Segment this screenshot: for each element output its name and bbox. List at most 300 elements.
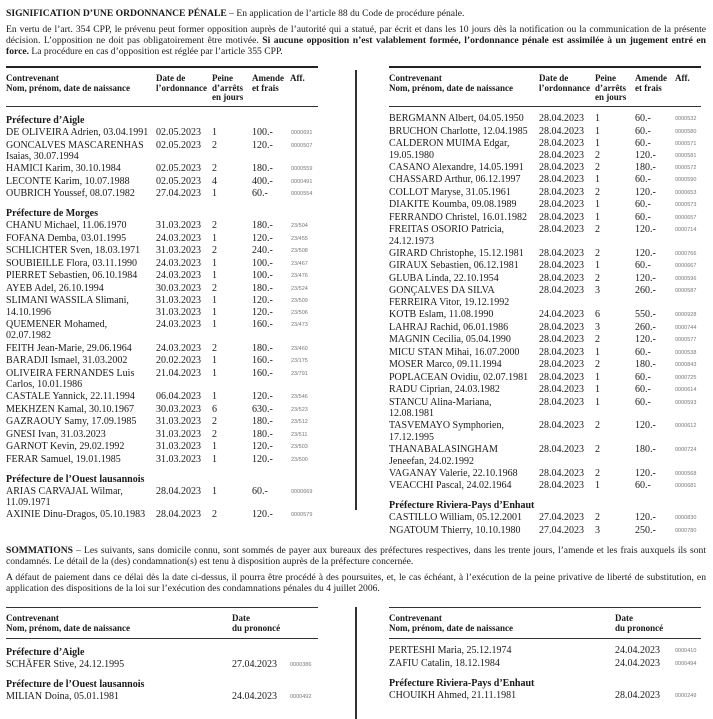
contrevenant-name: GONCALVES MASCARENHAS Isaias, 30.07.1994 — [6, 139, 144, 163]
amende-cell: 120.- — [252, 306, 273, 318]
header-amende: Amende et frais — [635, 73, 667, 93]
amende-cell: 60.- — [635, 113, 651, 124]
peine-cell: 1 — [595, 480, 600, 492]
date-cell: 28.04.2023 — [539, 211, 584, 223]
amende-cell: 60.- — [635, 211, 651, 223]
contrevenant-name: FEITH Jean-Marie, 29.06.1964 — [6, 342, 132, 354]
table-row — [6, 355, 318, 367]
amende-cell: 120.- — [635, 224, 656, 236]
aff-code: 23/508 — [291, 248, 308, 255]
date-cell: 24.03.2023 — [156, 318, 201, 330]
aff-code: 23/460 — [291, 345, 308, 352]
date-cell: 24.03.2023 — [156, 257, 201, 269]
amende-cell: 120.- — [252, 139, 273, 151]
amende-cell: 60.- — [252, 485, 268, 497]
amende-cell: 240.- — [252, 245, 273, 257]
aff-code: 0000249 — [675, 692, 697, 699]
header-contrevenant: Contrevenant Nom, prénom, date de naissance — [6, 73, 130, 93]
peine-cell: 1 — [595, 125, 600, 137]
amende-cell: 180.- — [252, 428, 273, 440]
peine-cell: 1 — [212, 441, 217, 453]
table-header — [6, 608, 318, 638]
table-row — [6, 416, 318, 428]
contrevenant-name: PIERRET Sebastien, 06.10.1984 — [6, 270, 138, 282]
contrevenant-name: CASTALE Yannick, 22.11.1994 — [6, 391, 135, 403]
table-row — [389, 468, 701, 480]
contrevenant-name: MILIAN Doina, 05.01.1981 — [6, 691, 120, 702]
contrevenant-name: TASVEMAYO Symphorien, 17.12.1995 — [389, 420, 504, 443]
table-row — [389, 397, 701, 420]
table-row — [6, 295, 318, 318]
peine-cell: 2 — [212, 282, 217, 294]
date-cell: 28.04.2023 — [539, 186, 584, 198]
contrevenant-name: GNESI Ivan, 31.03.2023 — [6, 428, 106, 440]
contrevenant-name: CHOUIKH Ahmed, 21.11.1981 — [389, 689, 517, 701]
table-row — [389, 162, 701, 174]
table-row — [389, 658, 701, 670]
peine-cell: 1 — [595, 346, 600, 358]
date-cell: 27.04.2023 — [156, 188, 201, 200]
aff-code: 0000532 — [675, 116, 697, 122]
signification-text-end: La procédure en cas d’opposition est réglée par l’article 355 CPP. — [29, 46, 283, 57]
amende-cell: 180.- — [252, 220, 273, 232]
aff-code: 0000614 — [675, 387, 697, 394]
peine-cell: 1 — [595, 384, 600, 396]
contrevenant-name: LECONTE Karim, 10.07.1988 — [6, 175, 130, 187]
date-cell: 28.04.2023 — [539, 384, 584, 396]
aff-code: 0000669 — [291, 488, 313, 495]
table-row — [6, 140, 318, 163]
date-cell: 28.04.2023 — [539, 334, 584, 346]
contrevenant-name: RADU Ciprian, 24.03.1982 — [389, 384, 500, 396]
date-cell: 28.04.2023 — [539, 346, 584, 358]
peine-cell: 1 — [595, 174, 600, 186]
contrevenant-name: OUBRICH Youssef, 08.07.1982 — [6, 188, 135, 200]
peine-cell: 2 — [595, 161, 600, 173]
contrevenant-name: GLUBA Linda, 22.10.1954 — [389, 272, 499, 284]
table-body — [389, 639, 701, 702]
peine-cell: 1 — [212, 188, 217, 200]
amende-cell: 60.- — [635, 199, 651, 211]
peine-cell: 1 — [595, 113, 600, 124]
date-cell: 28.04.2023 — [539, 396, 584, 408]
date-cell: 28.04.2023 — [539, 199, 584, 211]
amende-cell: 550.- — [635, 309, 656, 321]
table-row — [389, 224, 701, 247]
amende-cell: 120.- — [252, 391, 273, 403]
contrevenant-name: FERAR Samuel, 19.01.1985 — [6, 453, 121, 465]
date-cell: 27.04.2023 — [539, 512, 584, 524]
table-row — [389, 113, 701, 125]
peine-cell: 1 — [212, 367, 217, 379]
amende-cell: 120.- — [635, 334, 656, 346]
contrevenant-name: AYEB Adel, 26.10.1994 — [6, 282, 104, 294]
aff-code: 0000587 — [675, 288, 697, 295]
table-header — [389, 68, 701, 106]
table-row — [6, 441, 318, 453]
header-date: Date de l’ordonnance — [156, 73, 208, 93]
amende-cell: 120.- — [635, 467, 656, 479]
contrevenant-name: BRUCHON Charlotte, 12.04.1985 — [389, 125, 528, 137]
peine-cell: 4 — [212, 175, 217, 187]
date-cell: 31.03.2023 — [156, 416, 201, 428]
table-row — [6, 429, 318, 441]
date-cell: 28.04.2023 — [156, 485, 201, 497]
aff-code: 23/524 — [291, 285, 308, 292]
column-divider — [355, 607, 357, 719]
date-cell: 27.04.2023 — [539, 524, 584, 536]
aff-code: 23/791 — [291, 370, 308, 377]
date-cell: 30.03.2023 — [156, 403, 201, 415]
table-row — [6, 127, 318, 139]
aff-code: 0000494 — [675, 660, 697, 667]
table-row — [389, 273, 701, 285]
contrevenant-name: COLLOT Maryse, 31.05.1961 — [389, 186, 511, 198]
peine-cell: 3 — [595, 524, 600, 536]
peine-cell: 2 — [595, 247, 600, 259]
contrevenant-name: QUEMENER Mohamed, 02.07.1982 — [6, 318, 108, 342]
contrevenant-name: CHASSARD Arthur, 06.12.1997 — [389, 174, 521, 186]
date-cell: 28.04.2023 — [539, 260, 584, 272]
sommations-text: – Les suivants, sans domicile connu, sont sommés de payer aux bureaux des préfectures respectives, dans les trente jours, l’amende et les frais auxquels ils sont condamnés. Le détail de la (des) condamnation(s) est tenu à disposition auprès de la préfecture concernée. — [6, 545, 706, 567]
contrevenant-name: GIRAUX Sebastien, 06.12.1981 — [389, 260, 519, 272]
peine-cell: 6 — [595, 309, 600, 321]
aff-code: 0000653 — [675, 189, 697, 196]
table-row — [389, 212, 701, 224]
aff-code: 23/523 — [291, 406, 308, 413]
amende-cell: 60.- — [635, 138, 651, 149]
header-amende: Amende et frais — [252, 73, 284, 93]
amende-cell: 120.- — [252, 453, 273, 465]
contrevenant-name: GARNOT Kevin, 29.02.1992 — [6, 441, 125, 453]
date-cell: 31.03.2023 — [156, 245, 201, 257]
aff-code: 0000830 — [675, 515, 697, 522]
date-cell: 31.03.2023 — [156, 306, 201, 318]
amende-cell: 120.- — [252, 509, 273, 521]
peine-cell: 2 — [595, 443, 600, 455]
aff-code: 0000580 — [675, 128, 697, 135]
aff-code: 23/546 — [291, 394, 308, 401]
peine-cell: 1 — [595, 260, 600, 272]
table-row — [6, 270, 318, 282]
contrevenant-name: CALDERON MUIMA Edgar, 19.05.1980 — [389, 138, 510, 161]
contrevenant-name: FERRANDO Christel, 16.01.1982 — [389, 211, 528, 223]
date-cell: 28.04.2023 — [539, 321, 584, 333]
header-date-prononce: Date du prononcé — [232, 613, 281, 633]
contrevenant-name: GIRARD Christophe, 15.12.1981 — [389, 247, 524, 259]
table-body — [6, 114, 318, 521]
prefecture-heading: Préfecture Riviera-Pays d’Enhaut — [389, 677, 535, 689]
date-cell: 28.04.2023 — [539, 125, 584, 137]
signification-notice — [6, 8, 706, 62]
date-cell: 28.04.2023 — [539, 174, 584, 186]
aff-code: 0000571 — [675, 141, 697, 147]
amende-cell: 60.- — [635, 260, 651, 272]
sommations-title: SOMMATIONS — [6, 545, 73, 556]
aff-code: 0000780 — [675, 527, 697, 534]
table-row — [389, 174, 701, 186]
amende-cell: 260.- — [635, 285, 656, 297]
table-row — [6, 319, 318, 342]
aff-code: 23/476 — [291, 273, 308, 280]
amende-cell: 100.- — [252, 270, 273, 282]
contrevenant-name: GAZRAOUY Samy, 17.09.1985 — [6, 416, 137, 428]
contrevenant-name: DE OLIVEIRA Adrien, 03.04.1991 — [6, 127, 149, 138]
contrevenant-name: SLIMANI WASSILA Slimani, 14.10.1996 — [6, 295, 129, 318]
date-cell: 28.04.2023 — [539, 443, 584, 455]
amende-cell: 120.- — [252, 232, 273, 244]
contrevenant-name: CASTILLO William, 05.12.2001 — [389, 512, 523, 524]
contrevenant-name: SCHLICHTER Sven, 18.03.1971 — [6, 245, 141, 257]
contrevenant-name: OLIVEIRA FERNANDES Luis Carlos, 10.01.1986 — [6, 367, 135, 391]
date-cell: 28.04.2023 — [539, 247, 584, 259]
date-cell: 24.04.2023 — [615, 645, 660, 656]
peine-cell: 2 — [595, 512, 600, 524]
table-row — [389, 512, 701, 524]
amende-cell: 180.- — [635, 443, 656, 455]
table-row — [6, 391, 318, 403]
header-date-prononce: Date du prononcé — [615, 613, 664, 633]
contrevenant-name: ZAFIU Catalin, 18.12.1984 — [389, 657, 500, 669]
table-row — [6, 233, 318, 245]
contrevenant-name: VEACCHI Pascal, 24.02.1964 — [389, 480, 512, 492]
amende-cell: 120.- — [252, 441, 273, 453]
peine-cell: 2 — [212, 342, 217, 354]
date-cell: 28.04.2023 — [539, 224, 584, 236]
peine-cell: 2 — [212, 509, 217, 521]
prefecture-heading: Préfecture d’Aigle — [6, 115, 85, 126]
peine-cell: 2 — [595, 224, 600, 236]
date-cell: 27.04.2023 — [232, 659, 277, 670]
table-row — [6, 659, 318, 671]
contrevenant-name: POPLACEAN Ovidiu, 02.07.1981 — [389, 371, 529, 383]
ordonnance-table-left — [6, 66, 318, 522]
aff-code: 23/473 — [291, 321, 308, 328]
amende-cell: 120.- — [635, 512, 656, 524]
peine-cell: 2 — [212, 139, 217, 151]
header-contrevenant: Contrevenant Nom, prénom, date de naissance — [389, 613, 513, 633]
aff-code: 23/509 — [291, 298, 308, 305]
aff-code: 0000573 — [675, 202, 697, 209]
table-row — [389, 347, 701, 359]
header-aff: Aff. — [290, 73, 305, 83]
amende-cell: 60.- — [635, 371, 651, 383]
table-row — [389, 285, 701, 308]
date-cell: 28.04.2023 — [539, 480, 584, 492]
peine-cell: 2 — [595, 334, 600, 346]
table-row — [389, 322, 701, 334]
date-cell: 31.03.2023 — [156, 428, 201, 440]
aff-code: 0000744 — [675, 324, 697, 331]
table-header — [389, 608, 701, 638]
aff-code: 0000593 — [675, 399, 697, 406]
contrevenant-name: MEKHZEN Kamal, 30.10.1967 — [6, 403, 135, 415]
prefecture-heading: Préfecture d’Aigle — [6, 647, 85, 658]
date-cell: 24.03.2023 — [156, 342, 201, 354]
date-cell: 06.04.2023 — [156, 391, 201, 403]
date-cell: 28.04.2023 — [539, 113, 584, 124]
contrevenant-name: NGATOUM Thierry, 10.10.1980 — [389, 524, 521, 536]
aff-code: 23/506 — [291, 309, 308, 316]
table-row — [389, 187, 701, 199]
date-cell: 31.03.2023 — [156, 220, 201, 232]
table-body — [6, 646, 318, 703]
signification-heading — [6, 8, 706, 19]
date-cell: 24.03.2023 — [156, 270, 201, 282]
amende-cell: 160.- — [252, 318, 273, 330]
peine-cell: 1 — [212, 270, 217, 282]
date-cell: 24.04.2023 — [615, 657, 660, 669]
date-cell: 31.03.2023 — [156, 441, 201, 453]
date-cell: 02.05.2023 — [156, 139, 201, 151]
peine-cell: 1 — [212, 257, 217, 269]
aff-code: 23/455 — [291, 235, 308, 242]
table-row — [6, 368, 318, 391]
peine-cell: 1 — [212, 232, 217, 244]
peine-cell: 1 — [595, 138, 600, 149]
signification-subtitle: – En application de l’article 88 du Code de procédure pénale. — [226, 8, 465, 19]
amende-cell: 60.- — [635, 384, 651, 396]
table-row — [6, 509, 318, 521]
table-body — [389, 107, 701, 537]
aff-code: 0000538 — [675, 349, 697, 356]
signification-body — [6, 24, 706, 57]
amende-cell: 60.- — [635, 125, 651, 137]
aff-code: 0000410 — [675, 648, 697, 654]
amende-cell: 180.- — [252, 282, 273, 294]
peine-cell: 2 — [212, 428, 217, 440]
amende-cell: 260.- — [635, 321, 656, 333]
amende-cell: 630.- — [252, 403, 273, 415]
aff-code: 23/512 — [291, 419, 308, 426]
amende-cell: 60.- — [252, 188, 268, 200]
table-header-rule — [6, 638, 318, 639]
table-row — [389, 690, 701, 702]
contrevenant-name: VAGANAY Valerie, 22.10.1968 — [389, 467, 518, 479]
amende-cell: 100.- — [252, 257, 273, 269]
table-row — [389, 248, 701, 260]
peine-cell: 2 — [212, 220, 217, 232]
date-cell: 28.04.2023 — [615, 689, 660, 701]
table-row — [389, 480, 701, 492]
contrevenant-name: FREITAS OSORIO Patricia, 24.12.1973 — [389, 224, 505, 247]
date-cell: 28.04.2023 — [156, 509, 201, 521]
peine-cell: 1 — [212, 355, 217, 367]
contrevenant-name: DIAKITE Koumba, 09.08.1989 — [389, 199, 517, 211]
prefecture-heading: Préfecture de l’Ouest lausannois — [6, 679, 145, 690]
table-row — [389, 309, 701, 321]
amende-cell: 120.- — [252, 295, 273, 307]
contrevenant-name: SCHÄFER Stive, 24.12.1995 — [6, 659, 125, 670]
contrevenant-name: HAMICI Karim, 30.10.1984 — [6, 163, 121, 175]
peine-cell: 1 — [212, 295, 217, 307]
table-row — [389, 334, 701, 346]
header-date: Date de l’ordonnance — [539, 73, 591, 93]
table-row — [389, 384, 701, 396]
aff-code: 0000681 — [675, 483, 697, 490]
date-cell: 28.04.2023 — [539, 359, 584, 371]
peine-cell: 2 — [212, 163, 217, 175]
peine-cell: 6 — [212, 403, 217, 415]
aff-code: 0000667 — [675, 263, 697, 270]
table-row — [6, 486, 318, 509]
table-row — [389, 359, 701, 371]
aff-code: 0000386 — [290, 662, 312, 668]
contrevenant-name: STANCU Alina-Mariana, 12.08.1981 — [389, 396, 492, 420]
amende-cell: 180.- — [252, 416, 273, 428]
table-row — [389, 372, 701, 384]
aff-code: 23/175 — [291, 358, 308, 365]
date-cell: 28.04.2023 — [539, 420, 584, 432]
prefecture-heading: Préfecture Riviera-Pays d’Enhaut — [389, 500, 535, 512]
table-row — [6, 220, 318, 232]
date-cell: 21.04.2023 — [156, 367, 201, 379]
date-cell: 02.05.2023 — [156, 175, 201, 187]
signification-bold-text: Si aucune opposition n’est valablement formée, l’ordonnance pénale est assimilée à un jugement entré en force. — [6, 35, 706, 57]
contrevenant-name: CHANU Michael, 11.06.1970 — [6, 220, 127, 232]
table-row — [6, 245, 318, 257]
table-row — [6, 176, 318, 188]
table-header-rule — [6, 106, 318, 107]
aff-code: 0000579 — [291, 512, 313, 519]
amende-cell: 180.- — [252, 342, 273, 354]
sommation-table-left — [6, 607, 318, 704]
amende-cell: 120.- — [635, 272, 656, 284]
table-row — [6, 188, 318, 200]
aff-code: 0000714 — [675, 227, 697, 234]
header-contrevenant: Contrevenant Nom, prénom, date de naissance — [6, 613, 130, 633]
date-cell: 31.03.2023 — [156, 453, 201, 465]
contrevenant-name: GONÇALVES DA SILVA FERREIRA Vitor, 19.12.1992 — [389, 285, 510, 308]
amende-cell: 60.- — [635, 174, 651, 186]
date-cell: 28.04.2023 — [539, 138, 584, 149]
contrevenant-name: MICU STAN Mihai, 16.07.2000 — [389, 346, 520, 358]
amende-cell: 120.- — [635, 149, 656, 161]
table-row — [389, 420, 701, 443]
aff-code: 0000612 — [675, 423, 697, 430]
amende-cell: 250.- — [635, 524, 656, 536]
table-row — [6, 258, 318, 270]
contrevenant-name: THANABALASINGHAM Jeneefan, 24.02.1992 — [389, 443, 498, 467]
contrevenant-name: KOTB Eslam, 11.08.1990 — [389, 309, 494, 321]
aff-code: 0000590 — [675, 177, 697, 184]
table-row — [6, 691, 318, 703]
aff-code: 0000572 — [675, 164, 697, 171]
date-cell: 24.04.2023 — [539, 309, 584, 321]
aff-code: 23/467 — [291, 260, 308, 267]
contrevenant-name: PERTESHI Maria, 25.12.1974 — [389, 645, 512, 656]
column-divider — [355, 70, 357, 510]
header-contrevenant: Contrevenant Nom, prénom, date de naissance — [389, 73, 513, 93]
date-cell: 30.03.2023 — [156, 282, 201, 294]
aff-code: 23/511 — [291, 431, 308, 438]
peine-cell: 2 — [595, 186, 600, 198]
header-peine: Peine d’arrêts en jours — [212, 73, 244, 102]
aff-code: 0000928 — [675, 312, 697, 319]
amende-cell: 60.- — [635, 396, 651, 408]
header-peine: Peine d’arrêts en jours — [595, 73, 627, 102]
peine-cell: 3 — [595, 285, 600, 297]
table-row — [389, 138, 701, 161]
peine-cell: 2 — [595, 272, 600, 284]
date-cell: 20.02.2023 — [156, 355, 201, 367]
table-row — [389, 645, 701, 657]
date-cell: 28.04.2023 — [539, 149, 584, 161]
aff-code: 0000568 — [675, 470, 697, 477]
prefecture-heading: Préfecture de Morges — [6, 208, 98, 220]
sommations-p2: A défaut de paiement dans ce délai dès la date ci-dessus, il pourra être procédé à des poursuites, et, le cas échéant, à l’exécution de la peine privative de liberté de substitution, en application des dispositions de la loi sur l’exécution des condamnations pénales du 4 juillet 2006. — [6, 572, 706, 594]
aff-code: 0000492 — [290, 694, 312, 700]
